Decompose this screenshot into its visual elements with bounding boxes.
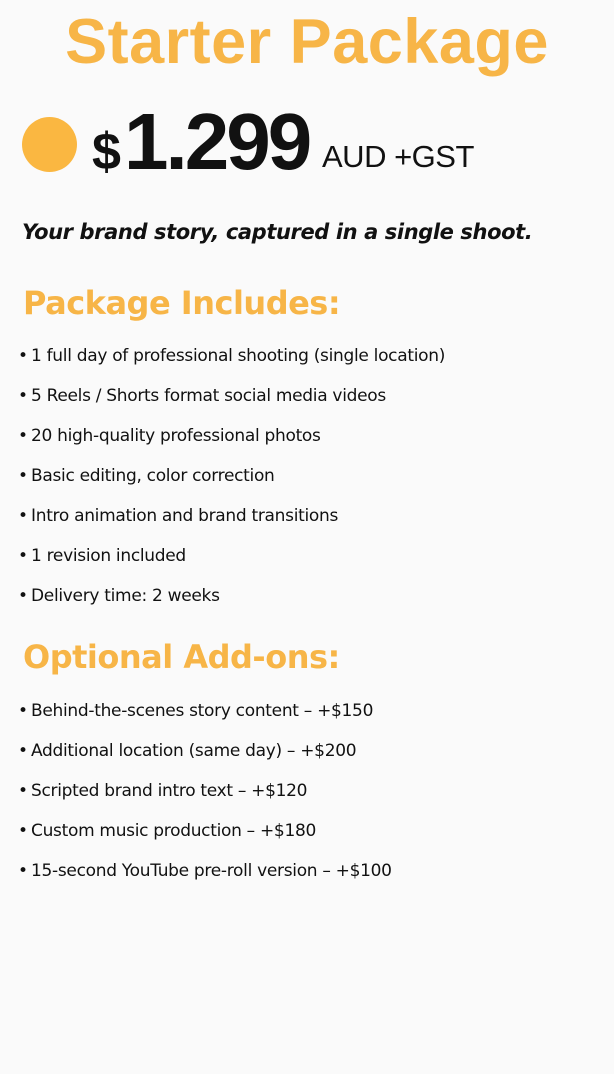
addons-list-item <box>18 691 608 731</box>
includes-item-label: Intro animation and brand transitions <box>31 506 339 526</box>
bullet-icon: • <box>18 861 28 881</box>
addons-heading: Optional Add-ons: <box>23 638 340 676</box>
addons-list-item <box>18 851 608 891</box>
includes-list-item <box>18 536 608 576</box>
addons-item-label: 15-second YouTube pre-roll version – +$100 <box>31 861 392 881</box>
addons-list <box>18 691 608 891</box>
bullet-icon: • <box>18 386 28 406</box>
bullet-icon: • <box>18 346 28 366</box>
price-currency: $ <box>92 123 121 181</box>
addons-item-label: Custom music production – +$180 <box>31 821 316 841</box>
price-suffix: AUD +GST <box>322 139 474 174</box>
includes-list <box>18 336 608 616</box>
addons-list-item <box>18 771 608 811</box>
includes-item-label: 20 high-quality professional photos <box>31 426 321 446</box>
bullet-icon: • <box>18 466 28 486</box>
includes-list-item <box>18 336 608 376</box>
price-row <box>22 97 602 190</box>
bullet-icon: • <box>18 586 28 606</box>
bullet-icon: • <box>18 821 28 841</box>
includes-list-item <box>18 576 608 616</box>
includes-list-item <box>18 496 608 536</box>
package-title: Starter Package <box>65 7 549 77</box>
price-amount: 1.299 <box>124 97 310 186</box>
bullet-icon: • <box>18 546 28 566</box>
includes-heading: Package Includes: <box>23 284 341 322</box>
includes-list-item <box>18 376 608 416</box>
addons-list-item <box>18 811 608 851</box>
includes-item-label: Delivery time: 2 weeks <box>31 586 220 606</box>
addons-list-item <box>18 731 608 771</box>
includes-item-label: 5 Reels / Shorts format social media videos <box>31 386 386 406</box>
bullet-icon: • <box>18 506 28 526</box>
addons-item-label: Additional location (same day) – +$200 <box>31 741 357 761</box>
bullet-icon: • <box>18 701 28 721</box>
includes-list-item <box>18 416 608 456</box>
includes-item-label: 1 revision included <box>31 546 186 566</box>
includes-list-item <box>18 456 608 496</box>
bullet-icon: • <box>18 426 28 446</box>
addons-item-label: Scripted brand intro text – +$120 <box>31 781 308 801</box>
includes-item-label: 1 full day of professional shooting (single location) <box>31 346 446 366</box>
bullet-icon: • <box>18 781 28 801</box>
package-tagline: Your brand story, captured in a single shoot. <box>22 220 533 244</box>
includes-item-label: Basic editing, color correction <box>31 466 275 486</box>
bullet-icon: • <box>18 741 28 761</box>
price-dot-icon <box>22 117 77 172</box>
addons-item-label: Behind-the-scenes story content – +$150 <box>31 701 374 721</box>
